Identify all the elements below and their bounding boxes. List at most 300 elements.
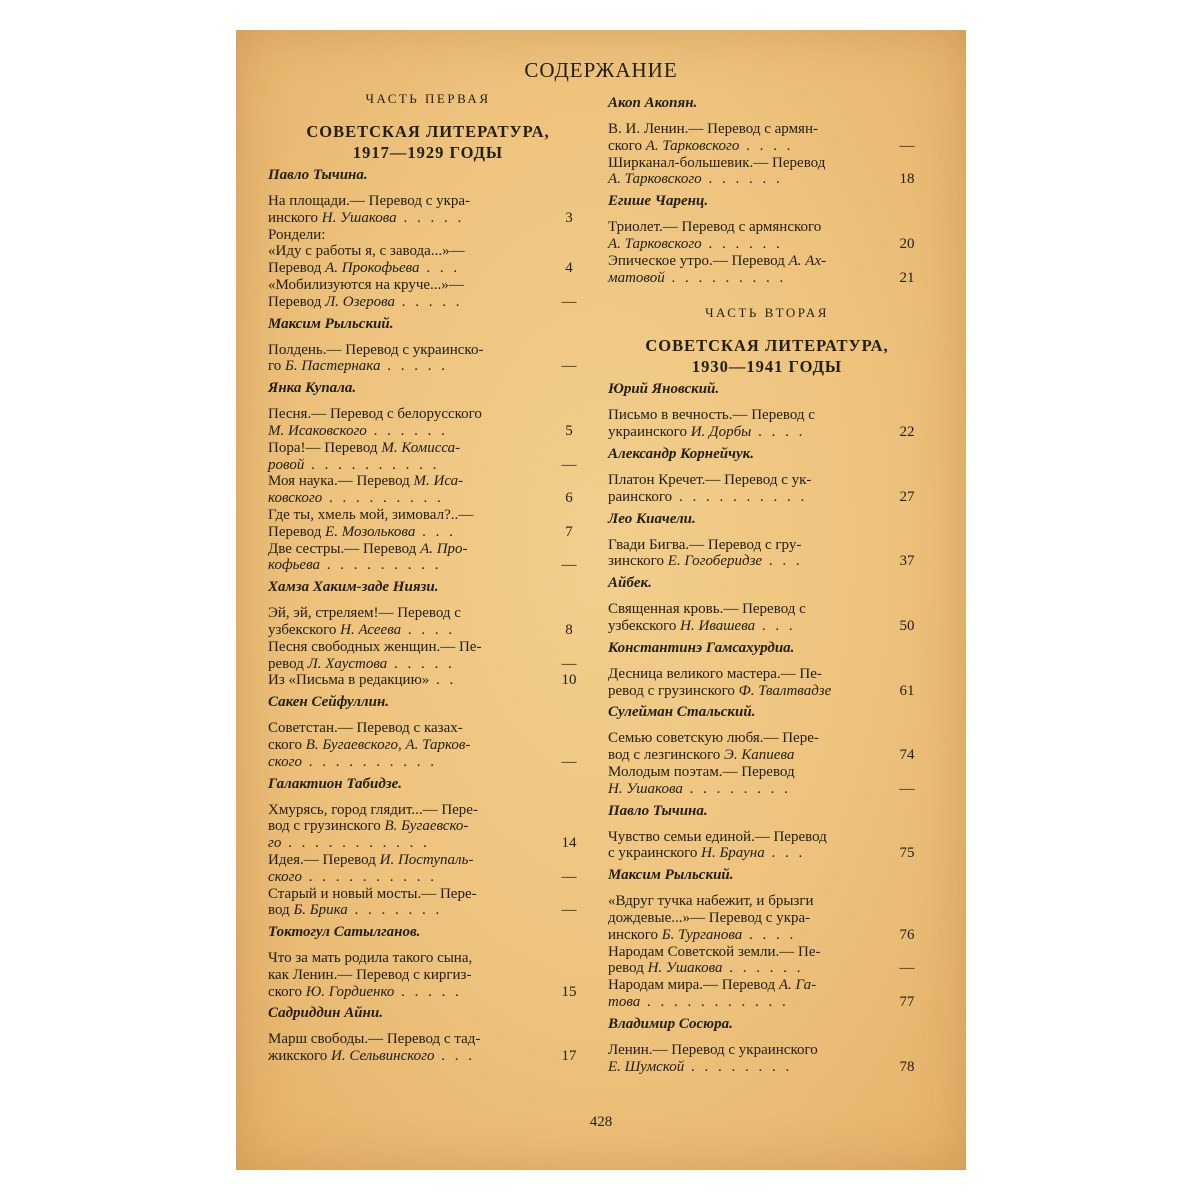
entry-title-text: ского — [268, 983, 306, 1000]
page-ref: — — [899, 137, 915, 154]
page-ref: 17 — [561, 1048, 577, 1065]
toc-entry-line — [268, 507, 528, 524]
entry-title-text: Полдень.— Перевод с украинско- — [268, 341, 484, 358]
page-ref: — — [561, 358, 577, 375]
entry-title-text: Песня свободных женщин.— Пе- — [268, 638, 482, 655]
toc-entry-line — [608, 1042, 866, 1059]
toc-entry-line — [608, 253, 866, 270]
toc-entry-line — [608, 270, 866, 287]
author-name: Акоп Акопян. — [608, 95, 698, 111]
toc-entry-line — [608, 893, 866, 910]
toc-entry-line — [608, 236, 866, 253]
dot-leader: . . . . . . — [722, 960, 804, 977]
translator-name: Н. Ушакова — [647, 960, 723, 977]
author-name: Садриддин Айни. — [268, 1005, 383, 1022]
page-ref: 15 — [561, 983, 577, 1000]
entry-title-text: Эй, эй, стреляем!— Перевод с — [268, 605, 461, 622]
entry-title-text: вод с грузинского — [268, 818, 385, 835]
translator-name: М. Исаковского — [268, 422, 367, 439]
translator-name: Ф. Твалтвадзе — [738, 682, 832, 699]
translator-name: Б. Турганова — [661, 926, 743, 943]
toc-entry-line — [608, 781, 866, 798]
toc-entry — [608, 219, 926, 253]
translator-name: Б. Брика — [293, 902, 348, 919]
translator-name: кофьева — [268, 557, 320, 574]
translator-name: Б. Пастернака — [285, 358, 381, 375]
entry-title-text: Что за мать родила такого сына, — [268, 950, 473, 967]
entry-title-text: Перевод — [268, 523, 326, 540]
toc-entry-line — [608, 747, 866, 764]
author-name: Максим Рыльский. — [268, 315, 394, 332]
dot-leader: . . . — [434, 1048, 476, 1065]
entry-title-text: «Вдруг тучка набежит, и брызги — [608, 893, 814, 910]
entry-title-text: узбекского — [608, 617, 681, 634]
entry-title-text: ревод с грузинского — [608, 682, 739, 699]
toc-entry — [268, 605, 588, 639]
page-ref: 27 — [899, 488, 915, 505]
translator-name: Ю. Гордиенко — [305, 983, 395, 1000]
entry-title-text: Десница великого мастера.— Пе- — [608, 665, 822, 682]
toc-entry-line — [268, 473, 528, 490]
dot-leader: . . . . . . . . . . . — [640, 993, 789, 1010]
entry-title-text: ревод — [608, 960, 648, 977]
dot-leader: . . . . — [739, 137, 794, 154]
part-one-title-line1: СОВЕТСКАЯ ЛИТЕРАТУРА, — [306, 122, 550, 141]
entry-title-text: Перевод — [268, 293, 326, 310]
entry-title-text: Триолет.— Перевод с армянского — [608, 219, 822, 236]
toc-entry — [268, 473, 588, 507]
toc-entry-line — [268, 1048, 528, 1065]
entry-title-text: Марш свободы.— Перевод с тад- — [268, 1031, 481, 1048]
dot-leader: . . . . — [401, 621, 456, 638]
toc-entry — [608, 764, 926, 798]
entry-title-text: Песня.— Перевод с белорусского — [268, 406, 482, 423]
toc-entry-line — [268, 656, 528, 673]
entry-title-text: раинского — [608, 488, 673, 505]
translator-name: Н. Ушакова — [608, 780, 683, 797]
page-ref: — — [561, 557, 577, 574]
entry-title-text: Хмурясь, город глядит...— Пере- — [268, 801, 478, 818]
toc-entry-line — [608, 489, 866, 506]
page-ref: 8 — [565, 621, 573, 638]
toc-entry-line — [608, 121, 866, 138]
translator-name: ского — [268, 868, 302, 885]
toc-entry-line — [608, 553, 866, 570]
toc-entry — [268, 639, 588, 673]
toc-entry-line — [268, 294, 528, 311]
toc-entry — [608, 1042, 926, 1076]
toc-entry-line — [268, 802, 528, 819]
translator-name: А. Тарковского — [608, 235, 702, 252]
page-ref: 14 — [561, 835, 577, 852]
entry-title-text: как Ленин.— Перевод с киргиз- — [268, 966, 472, 983]
toc-entry — [608, 472, 926, 506]
translator-name: А. Про- — [420, 540, 468, 557]
dot-leader: . . . . . — [396, 209, 465, 226]
page-ref: — — [899, 780, 915, 797]
dot-leader: . . — [429, 672, 457, 689]
translator-name: И. Дорбы — [690, 424, 752, 441]
translator-name: М. Иса- — [413, 473, 464, 490]
toc-entry-line — [268, 737, 528, 754]
left-column — [268, 90, 588, 1065]
page-ref: 7 — [565, 523, 573, 540]
page-ref: 6 — [565, 490, 573, 507]
page-ref: — — [561, 655, 577, 672]
entry-title-text: Ширканал-большевик.— Перевод — [608, 154, 826, 171]
toc-entry-line — [608, 910, 866, 927]
page-ref: 5 — [565, 422, 573, 439]
page-ref: 61 — [899, 682, 915, 699]
dot-leader: . . . . . — [387, 655, 455, 672]
toc-entry-line — [268, 605, 528, 622]
toc-entry-line — [268, 210, 528, 227]
entry-title-text: вод с лезгинского — [608, 747, 725, 764]
entry-title-text: Письмо в вечность.— Перевод с — [608, 407, 815, 424]
entry-title-text: узбекского — [268, 621, 341, 638]
toc-entry — [268, 227, 588, 244]
part-two-title-line2: 1930—1941 ГОДЫ — [691, 357, 843, 377]
entry-title-text: Перевод — [268, 260, 326, 277]
toc-entry-line — [268, 720, 528, 737]
toc-entry-line — [268, 277, 528, 294]
toc-entry-line — [268, 852, 528, 869]
toc-entry — [268, 950, 588, 1000]
toc-entry-line — [268, 490, 528, 507]
toc-entry-line — [608, 171, 866, 188]
translator-name: А. Тарковского — [645, 137, 740, 154]
dot-leader: . . . — [755, 617, 796, 634]
toc-entry-line — [268, 524, 528, 541]
toc-entry-line — [608, 537, 866, 554]
translator-name: Н. Ушакова — [321, 209, 397, 226]
toc-entry-line — [268, 457, 528, 474]
toc-entry-line — [268, 193, 528, 210]
dot-leader: . . . . . — [394, 983, 462, 1000]
toc-entry-line — [268, 243, 528, 260]
part-two-label: ЧАСТЬ ВТОРАЯ — [705, 305, 829, 321]
toc-entry-line — [608, 472, 866, 489]
toc-entry-line — [608, 845, 866, 862]
entry-title-text: дождевые...»— Перевод с укра- — [608, 909, 811, 926]
page-ref: 37 — [899, 553, 915, 570]
toc-entry — [608, 121, 926, 155]
entry-title-text: Советстан.— Перевод с казах- — [268, 720, 463, 737]
author-name: Сакен Сейфуллин. — [268, 694, 390, 711]
dot-leader: . . . — [764, 845, 806, 862]
translator-name: ровой — [268, 456, 305, 473]
translator-name: матовой — [608, 269, 665, 286]
entry-title-text: Идея.— Перевод — [268, 851, 380, 868]
toc-entry-line — [268, 358, 528, 375]
author-name: Владимир Сосюра. — [608, 1015, 733, 1032]
entry-title-text: Семью советскую любя.— Пере- — [608, 730, 819, 747]
toc-entry-line — [268, 440, 528, 457]
toc-entry — [268, 672, 588, 689]
entry-title-text: зинского — [608, 553, 668, 570]
toc-entry-line — [608, 994, 866, 1011]
entry-title-text: жикского — [268, 1048, 332, 1065]
toc-entry — [268, 406, 588, 440]
toc-entry-line — [608, 730, 866, 747]
page-ref: — — [561, 456, 577, 473]
book-page — [236, 30, 966, 1170]
toc-entry-line — [608, 601, 866, 618]
dot-leader: . . . . . . . . . . — [301, 868, 437, 885]
toc-entry-line — [268, 967, 528, 984]
translator-name: това — [608, 993, 641, 1010]
dot-leader: . . . . . . . . . . . — [281, 835, 430, 852]
dot-leader: . . . . . . . . . . — [304, 456, 440, 473]
toc-entry — [268, 802, 588, 852]
entry-title-text: Священная кровь.— Перевод с — [608, 601, 806, 618]
dot-leader: . . . . . . — [366, 422, 448, 439]
toc-entry-line — [608, 407, 866, 424]
toc-entry-line — [268, 406, 528, 423]
toc-entry-line — [608, 764, 866, 781]
entry-title-text: ревод — [268, 655, 308, 672]
right-column — [608, 90, 926, 1075]
toc-entry — [268, 720, 588, 770]
toc-entry — [268, 886, 588, 920]
toc-entry — [608, 601, 926, 635]
toc-entry — [268, 1031, 588, 1065]
dot-leader: . . . — [419, 260, 461, 277]
translator-name: го — [268, 835, 282, 852]
page-ref: 22 — [899, 424, 915, 441]
author-name: Янка Купала. — [268, 380, 357, 397]
toc-entry-line — [268, 1031, 528, 1048]
page-ref: 75 — [899, 845, 915, 862]
dot-leader: . . . . . . . . — [682, 780, 791, 797]
toc-entry-line — [268, 869, 528, 886]
toc-entry — [608, 666, 926, 700]
entry-title-text: ского — [608, 137, 646, 154]
translator-name: Л. Озерова — [325, 293, 395, 310]
toc-entry — [608, 253, 926, 287]
toc-entry — [608, 155, 926, 189]
entry-title-text: вод — [268, 902, 294, 919]
toc-entry — [268, 541, 588, 575]
toc-entry-line — [268, 886, 528, 903]
page-ref: — — [561, 753, 577, 770]
author-name: Константинэ Гамсахурдиа. — [608, 639, 795, 656]
part-one-label: ЧАСТЬ ПЕРВАЯ — [365, 91, 491, 106]
toc-entry-line — [268, 902, 528, 919]
entry-title-text: Народам мира.— Перевод — [608, 977, 779, 994]
page-ref: 21 — [899, 269, 915, 286]
toc-entry-line — [268, 639, 528, 656]
entry-title-text: Чувство семьи единой.— Перевод — [608, 828, 827, 845]
toc-entry-line — [268, 950, 528, 967]
toc-entry-line — [608, 927, 866, 944]
author-name: Егише Чаренц. — [608, 193, 709, 210]
toc-entry-line — [608, 944, 866, 961]
toc-entry-line — [608, 683, 866, 700]
entry-title-text: Старый и новый мосты.— Пере- — [268, 885, 477, 902]
dot-leader: . . . . . . . — [347, 902, 443, 919]
toc-entry-line — [268, 227, 528, 244]
dot-leader: . . . . . — [380, 358, 448, 375]
part-two-title-line1: СОВЕТСКАЯ ЛИТЕРАТУРА, — [645, 336, 889, 356]
toc-entry-line — [608, 618, 866, 635]
author-name: Павло Тычина. — [268, 167, 368, 183]
toc-entry-line — [268, 342, 528, 359]
right-toc-list-top — [608, 95, 926, 286]
entry-title-text: Моя наука.— Перевод — [268, 473, 414, 490]
entry-title-text: В. И. Ленин.— Перевод с армян- — [608, 121, 818, 137]
translator-name: В. Бугаевского, А. Тарков- — [305, 736, 471, 753]
translator-name: Н. Асеева — [340, 621, 402, 638]
entry-title-text: Народам Советской земли.— Пе- — [608, 943, 821, 960]
page-ref: 4 — [565, 260, 573, 277]
toc-entry — [608, 829, 926, 863]
left-toc-list — [268, 167, 588, 1065]
translator-name: Л. Хаустова — [307, 655, 388, 672]
author-name: Токтогул Сатылганов. — [268, 924, 421, 941]
author-name: Павло Тычина. — [608, 802, 708, 819]
right-toc-list-bottom — [608, 381, 926, 1075]
toc-entry-line — [268, 260, 528, 277]
entry-title-text: с украинского — [608, 845, 702, 862]
toc-entry — [608, 977, 926, 1011]
dot-leader: . . . . . . — [701, 171, 783, 188]
toc-entry-line — [608, 155, 866, 172]
toc-entry-line — [268, 984, 528, 1001]
entry-title-text: Эпическое утро.— Перевод — [608, 252, 789, 269]
translator-name: ковского — [268, 490, 323, 507]
author-name: Сулейман Стальский. — [608, 704, 756, 721]
dot-leader: . . . — [762, 553, 803, 570]
toc-entry-line — [268, 622, 528, 639]
translator-name: Н. Брауна — [701, 845, 765, 862]
page-ref: 50 — [899, 617, 915, 634]
page-ref: 20 — [899, 235, 915, 252]
entry-title-text: На площади.— Перевод с укра- — [268, 193, 471, 209]
page-ref: 77 — [899, 993, 915, 1010]
toc-entry — [268, 243, 588, 277]
translator-name: А. Тарковского — [608, 171, 702, 188]
page-ref: 78 — [899, 1058, 915, 1075]
page-ref: — — [561, 293, 577, 310]
toc-entry — [608, 893, 926, 943]
dot-leader: . . . . . . . . . — [320, 557, 442, 574]
toc-entry — [608, 407, 926, 441]
translator-name: Э. Капиева — [724, 747, 795, 764]
translator-name: А. Ах- — [788, 252, 827, 269]
toc-entry-line — [608, 960, 866, 977]
translator-name: М. Комисса- — [381, 439, 461, 456]
dot-leader: . . . . — [751, 424, 806, 441]
dot-leader: . . . . — [742, 926, 797, 943]
entry-title-text: ского — [268, 736, 306, 753]
toc-entry — [268, 440, 588, 474]
author-name: Максим Рыльский. — [608, 867, 734, 884]
author-name: Айбек. — [608, 575, 652, 592]
dot-leader: . . . . . . . . . . — [672, 488, 808, 505]
author-name: Лео Киачели. — [608, 510, 696, 527]
page-ref: 76 — [899, 926, 915, 943]
toc-entry — [608, 730, 926, 764]
page-ref: 18 — [899, 171, 915, 188]
entry-title-text: Пора!— Перевод — [268, 439, 382, 456]
toc-entry-line — [268, 754, 528, 771]
toc-entry — [608, 944, 926, 978]
translator-name: А. Прокофьева — [325, 260, 420, 277]
toc-entry — [268, 277, 588, 311]
page-ref: 74 — [899, 747, 915, 764]
toc-entry-line — [608, 829, 866, 846]
dot-leader: . . . . . . . . . — [664, 269, 787, 286]
translator-name: Е. Шумской — [608, 1058, 685, 1075]
toc-entry — [608, 537, 926, 571]
toc-entry — [268, 852, 588, 886]
dot-leader: . . . . . — [395, 293, 463, 310]
translator-name: В. Бугаевско- — [384, 818, 469, 835]
translator-name: И. Сельвинского — [331, 1048, 435, 1065]
toc-entry-line — [268, 835, 528, 852]
entry-title-text: инского — [608, 926, 662, 943]
entry-title-text: Где ты, хмель мой, зимовал?..— — [268, 506, 474, 523]
author-name: Хамза Хаким-заде Ниязи. — [268, 579, 439, 596]
toc-entry-line — [608, 666, 866, 683]
toc-entry — [268, 507, 588, 541]
entry-title-text: го — [268, 358, 286, 375]
toc-entry-line — [608, 1059, 866, 1076]
translator-name: ского — [268, 753, 302, 770]
toc-entry — [268, 342, 588, 376]
translator-name: Е. Гогоберидзе — [667, 553, 763, 570]
translator-name: Е. Мозолькова — [325, 523, 416, 540]
entry-title-text: инского — [268, 209, 322, 226]
dot-leader: . . . . . . . . — [684, 1058, 793, 1075]
page-ref: — — [561, 902, 577, 919]
entry-title-text: «Мобилизуются на круче...»— — [268, 276, 464, 293]
page-ref: 3 — [565, 209, 573, 226]
toc-entry-line — [608, 424, 866, 441]
entry-title-text: украинского — [608, 424, 691, 441]
translator-name: И. Поступаль- — [379, 851, 474, 868]
entry-title-text: Гвади Бигва.— Перевод с гру- — [608, 536, 802, 553]
translator-name: Н. Ивашева — [680, 617, 756, 634]
author-name: Галактион Табидзе. — [268, 775, 403, 792]
translator-name: А. Га- — [778, 977, 817, 994]
page-ref: — — [899, 960, 915, 977]
author-name: Юрий Яновский. — [608, 381, 720, 398]
entry-title-text: Из «Письма в редакцию» — [268, 672, 430, 689]
toc-entry-line — [608, 138, 866, 155]
dot-leader: . . . . . . — [701, 235, 783, 252]
toc-entry-line — [268, 541, 528, 558]
entry-title-text: «Иду с работы я, с завода...»— — [268, 243, 465, 260]
entry-title-text: Молодым поэтам.— Перевод — [608, 763, 795, 780]
toc-entry-line — [608, 977, 866, 994]
toc-entry-line — [268, 423, 528, 440]
entry-title-text: Две сестры.— Перевод — [268, 540, 421, 557]
page-title: СОДЕРЖАНИЕ — [524, 58, 678, 82]
entry-title-text: Ленин.— Перевод с украинского — [608, 1041, 818, 1058]
dot-leader: . . . — [415, 523, 456, 540]
toc-entry-line — [608, 219, 866, 236]
dot-leader: . . . . . . . . . . — [301, 753, 437, 770]
entry-title-text: Платон Кречет.— Перевод с ук- — [608, 471, 812, 488]
entry-title-text: Рондели: — [268, 226, 326, 243]
page-ref: — — [561, 868, 577, 885]
author-name: Александр Корнейчук. — [608, 445, 754, 462]
part-one-title-line2: 1917—1929 ГОДЫ — [352, 143, 504, 162]
page-ref: 10 — [561, 672, 577, 689]
toc-entry — [268, 193, 588, 227]
